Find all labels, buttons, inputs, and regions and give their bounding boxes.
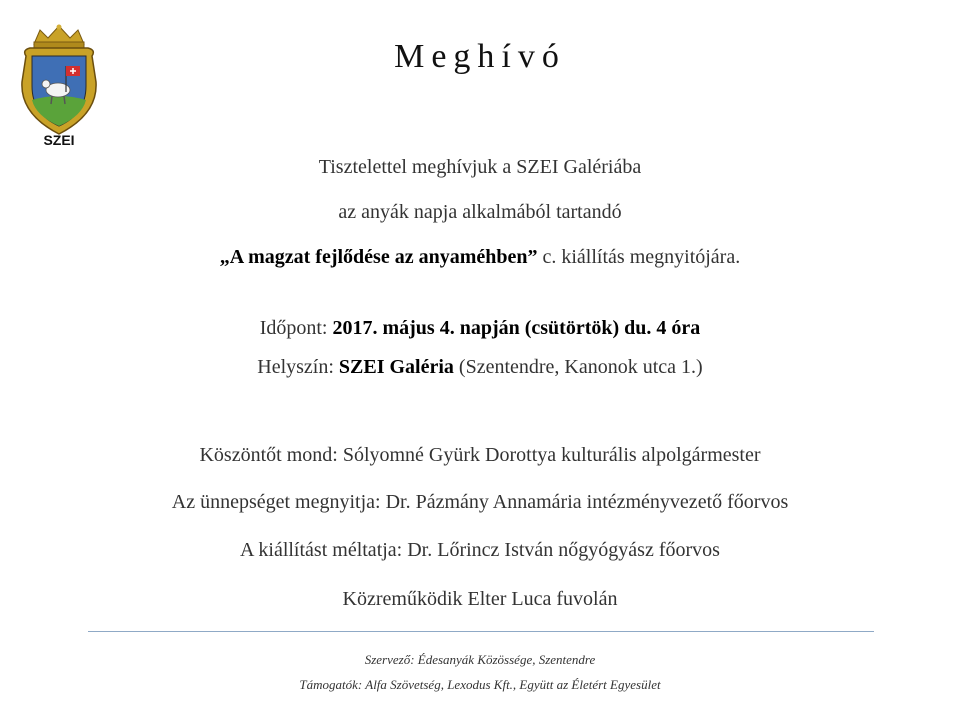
place-value: SZEI Galéria bbox=[338, 356, 454, 378]
exhibition-title: „A magzat fejlődése az anyaméhben” bbox=[219, 246, 538, 268]
time-label: Időpont: bbox=[259, 317, 333, 339]
exhibition-suffix: c. kiállítás megnyitójára. bbox=[537, 246, 741, 268]
logo-label: SZEI bbox=[43, 132, 75, 148]
program-line-1: Köszöntőt mond: Sólyomné Gyürk Dorottya kulturális alpolgármester bbox=[199, 444, 761, 466]
time-value: 2017. május 4. napján (csütörtök) du. 4 óra bbox=[332, 317, 701, 339]
exhibition-line bbox=[0, 246, 960, 269]
place-line bbox=[0, 356, 960, 379]
footer-divider bbox=[88, 631, 874, 632]
intro-line-2: az anyák napja alkalmából tartandó bbox=[338, 201, 622, 223]
program-line-4: Közreműködik Elter Luca fuvolán bbox=[342, 588, 618, 610]
place-extra: (Szentendre, Kanonok utca 1.) bbox=[453, 356, 703, 378]
footer-organizer: Szervező: Édesanyák Közössége, Szentendre bbox=[364, 652, 596, 667]
place-label: Helyszín: bbox=[257, 356, 339, 378]
page-title: Meghívó bbox=[394, 38, 566, 75]
program-line-3: A kiállítást méltatja: Dr. Lőrincz István nőgyógyász főorvos bbox=[240, 539, 720, 561]
footer-sponsors: Támogatók: Alfa Szövetség, Lexodus Kft., Együtt az Életért Egyesület bbox=[299, 677, 661, 692]
program-line-2: Az ünnepséget megnyitja: Dr. Pázmány Annamária intézményvezető főorvos bbox=[171, 491, 789, 513]
time-line bbox=[0, 317, 960, 340]
intro-line-1: Tisztelettel meghívjuk a SZEI Galériába bbox=[318, 156, 642, 178]
